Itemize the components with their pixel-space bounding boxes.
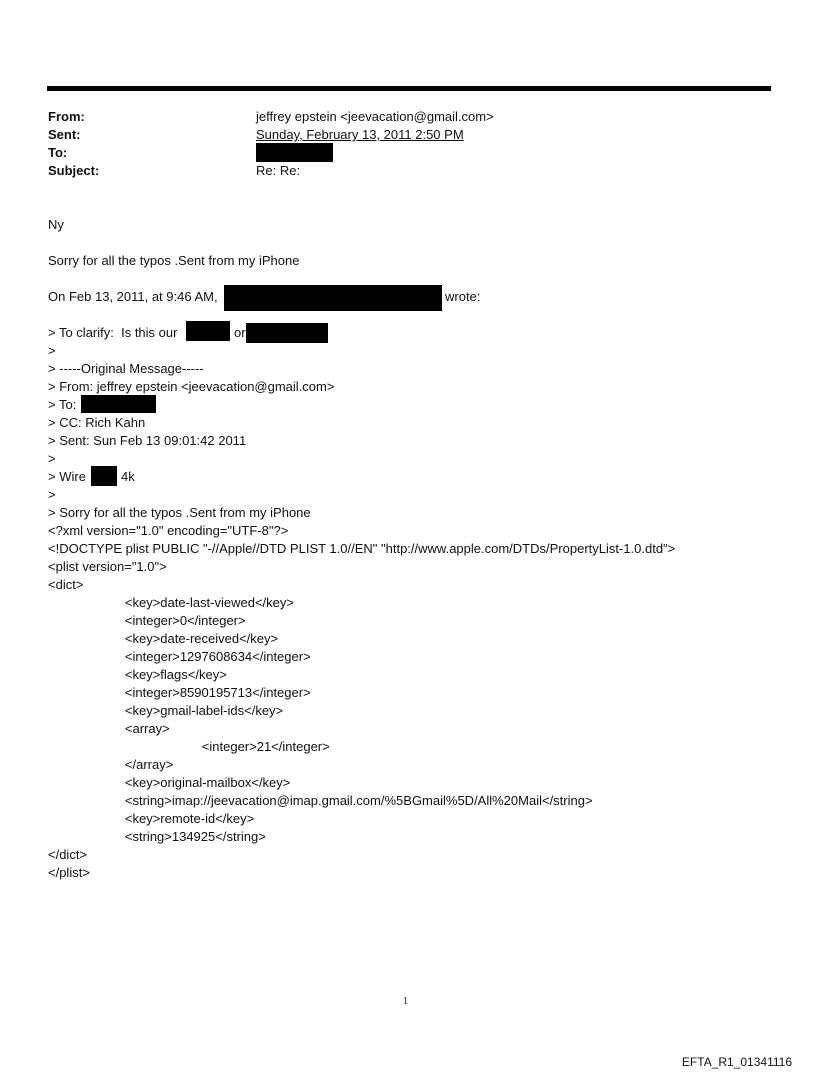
page-number: 1: [403, 996, 408, 1007]
plist-line: <string>134925</string>: [96, 829, 266, 844]
redaction-quote-to: [81, 395, 156, 413]
quote-wire: > Wire: [48, 469, 86, 484]
sent-label: Sent:: [48, 127, 81, 142]
plist-line: </dict>: [48, 847, 88, 862]
redaction-to: [256, 143, 333, 162]
plist-line: <integer>0</integer>: [96, 613, 246, 628]
header-rule: [47, 86, 771, 91]
on-date-line: On Feb 13, 2011, at 9:46 AM,: [48, 289, 218, 304]
clarify-line: > To clarify: Is this our: [48, 325, 178, 340]
plist-line: <array>: [96, 721, 170, 736]
plist-line: <string>imap://jeevacation@imap.gmail.com/%5BGmail%5D/All%20Mail</string>: [96, 793, 593, 808]
document-id-footer: EFTA_R1_01341116: [681, 1055, 792, 1069]
subject-label: Subject:: [48, 163, 100, 178]
redaction-clarify-1: [186, 321, 230, 341]
redaction-sender: [224, 285, 442, 311]
quote-sent: > Sent: Sun Feb 13 09:01:42 2011: [48, 433, 247, 448]
sent-value: Sunday, February 13, 2011 2:50 PM: [256, 127, 464, 142]
plist-line: <key>date-received</key>: [96, 631, 279, 646]
quote-to: > To:: [48, 397, 77, 412]
quote-original-message: > -----Original Message-----: [48, 361, 204, 376]
from-value: jeffrey epstein <jeevacation@gmail.com>: [256, 109, 494, 124]
plist-line: <!DOCTYPE plist PUBLIC "-//Apple//DTD PLIST 1.0//EN" "http://www.apple.com/DTDs/PropertyList-1.0.dtd">: [48, 541, 676, 556]
redaction-clarify-2: [246, 323, 328, 343]
plist-line: <dict>: [48, 577, 84, 592]
body-greeting: Ny: [48, 217, 64, 232]
quote-wire-amount: 4k: [121, 469, 135, 484]
wrote-text: wrote:: [445, 289, 481, 304]
plist-line: <key>original-mailbox</key>: [96, 775, 291, 790]
plist-line: <key>date-last-viewed</key>: [96, 595, 294, 610]
plist-line: <key>remote-id</key>: [96, 811, 255, 826]
plist-line: </array>: [96, 757, 174, 772]
plist-line: <key>flags</key>: [96, 667, 227, 682]
plist-line: <integer>1297608634</integer>: [96, 649, 311, 664]
subject-value: Re: Re:: [256, 163, 301, 178]
body-signature: Sorry for all the typos .Sent from my iPhone: [48, 253, 300, 268]
quote-blank-3: >: [48, 487, 56, 502]
plist-line: <integer>21</integer>: [144, 739, 330, 754]
plist-line: </plist>: [48, 865, 90, 880]
quote-cc: > CC: Rich Kahn: [48, 415, 146, 430]
quote-blank-2: >: [48, 451, 56, 466]
plist-line: <integer>8590195713</integer>: [96, 685, 311, 700]
quote-signature: > Sorry for all the typos .Sent from my iPhone: [48, 505, 311, 520]
quote-from: > From: jeffrey epstein <jeevacation@gmail.com>: [48, 379, 335, 394]
quote-blank-1: >: [48, 343, 56, 358]
clarify-or: or: [234, 325, 246, 340]
from-label: From:: [48, 109, 85, 124]
plist-line: <plist version="1.0">: [48, 559, 167, 574]
redaction-wire: [91, 466, 117, 486]
to-label: To:: [48, 145, 68, 160]
plist-line: <key>gmail-label-ids</key>: [96, 703, 284, 718]
plist-line: <?xml version="1.0" encoding="UTF-8"?>: [48, 523, 289, 538]
